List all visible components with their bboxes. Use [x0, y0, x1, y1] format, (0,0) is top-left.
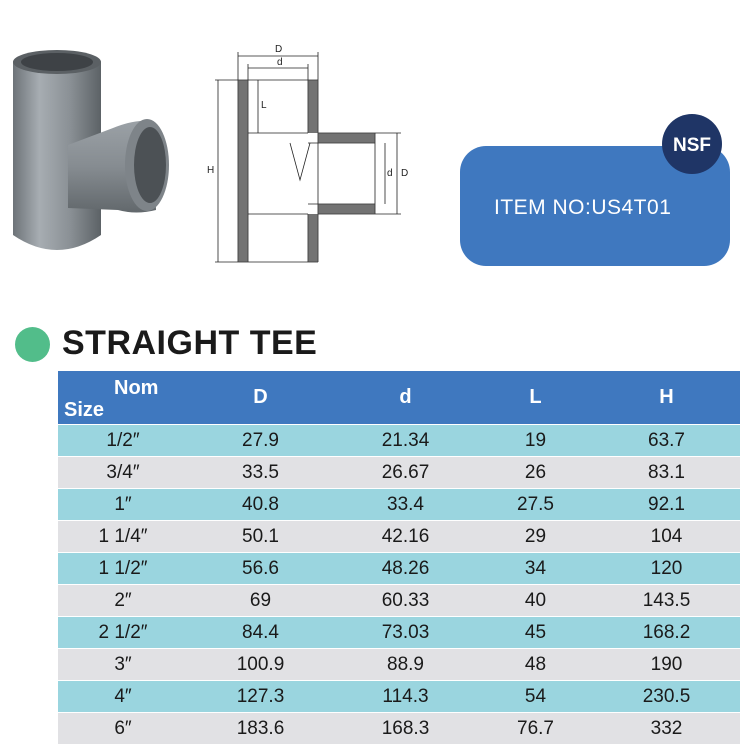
dimension-label-D-side: D	[401, 168, 409, 179]
svg-text:NSF: NSF	[673, 135, 711, 156]
header-nom-size	[58, 371, 188, 425]
cell-d: 73.03	[333, 617, 478, 649]
table-row	[58, 617, 740, 649]
cell-D: 183.6	[188, 713, 333, 745]
dimension-label-H: H	[207, 165, 215, 176]
header-size-label: Size	[64, 399, 105, 421]
cell-H: 104	[593, 521, 740, 553]
cell-H: 92.1	[593, 489, 740, 521]
cell-D: 100.9	[188, 649, 333, 681]
cell-d: 33.4	[333, 489, 478, 521]
cell-d: 60.33	[333, 585, 478, 617]
cell-d: 168.3	[333, 713, 478, 745]
table-row	[58, 521, 740, 553]
cell-size: 2 1/2″	[58, 617, 188, 649]
cell-D: 69	[188, 585, 333, 617]
technical-drawing	[205, 40, 420, 265]
table-row	[58, 713, 740, 745]
header-H: H	[593, 371, 740, 425]
table-row	[58, 457, 740, 489]
cell-D: 56.6	[188, 553, 333, 585]
dimension-label-L: L	[261, 100, 267, 111]
header-L: L	[478, 371, 593, 425]
cell-L: 48	[478, 649, 593, 681]
dimension-label-d-side: d	[387, 168, 393, 179]
cell-L: 26	[478, 457, 593, 489]
cell-size: 6″	[58, 713, 188, 745]
cell-L: 19	[478, 425, 593, 457]
cell-L: 54	[478, 681, 593, 713]
dimension-label-d-top: d	[277, 57, 283, 68]
cell-size: 2″	[58, 585, 188, 617]
header-D: D	[188, 371, 333, 425]
cell-L: 29	[478, 521, 593, 553]
cell-H: 190	[593, 649, 740, 681]
item-number-label: ITEM NO:US4T01	[494, 196, 672, 219]
nsf-logo	[660, 112, 724, 176]
header-nom-label: Nom	[114, 377, 159, 399]
cell-d: 21.34	[333, 425, 478, 457]
table-row	[58, 489, 740, 521]
cell-d: 114.3	[333, 681, 478, 713]
cell-H: 332	[593, 713, 740, 745]
cell-d: 48.26	[333, 553, 478, 585]
cell-d: 26.67	[333, 457, 478, 489]
cell-H: 230.5	[593, 681, 740, 713]
cell-L: 34	[478, 553, 593, 585]
cell-size: 3/4″	[58, 457, 188, 489]
product-photo	[8, 40, 178, 265]
cell-D: 127.3	[188, 681, 333, 713]
title-bullet-icon	[15, 327, 50, 362]
cell-size: 1″	[58, 489, 188, 521]
spec-table	[58, 371, 740, 744]
cell-L: 76.7	[478, 713, 593, 745]
cell-H: 120	[593, 553, 740, 585]
cell-size: 1 1/4″	[58, 521, 188, 553]
cell-H: 63.7	[593, 425, 740, 457]
cell-H: 168.2	[593, 617, 740, 649]
cell-H: 143.5	[593, 585, 740, 617]
cell-size: 3″	[58, 649, 188, 681]
table-row	[58, 425, 740, 457]
table-header-row	[58, 371, 740, 425]
table-row	[58, 681, 740, 713]
table-row	[58, 649, 740, 681]
cell-d: 42.16	[333, 521, 478, 553]
cell-D: 33.5	[188, 457, 333, 489]
cell-size: 1 1/2″	[58, 553, 188, 585]
cell-D: 50.1	[188, 521, 333, 553]
cell-D: 27.9	[188, 425, 333, 457]
section-title: STRAIGHT TEE	[62, 324, 318, 362]
cell-D: 40.8	[188, 489, 333, 521]
cell-H: 83.1	[593, 457, 740, 489]
cell-L: 27.5	[478, 489, 593, 521]
table-row	[58, 585, 740, 617]
spec-table-body	[58, 425, 740, 745]
cell-d: 88.9	[333, 649, 478, 681]
cell-size: 4″	[58, 681, 188, 713]
cell-L: 40	[478, 585, 593, 617]
header-d: d	[333, 371, 478, 425]
cell-D: 84.4	[188, 617, 333, 649]
cell-L: 45	[478, 617, 593, 649]
dimension-label-D-top: D	[275, 44, 283, 55]
cell-size: 1/2″	[58, 425, 188, 457]
table-row	[58, 553, 740, 585]
